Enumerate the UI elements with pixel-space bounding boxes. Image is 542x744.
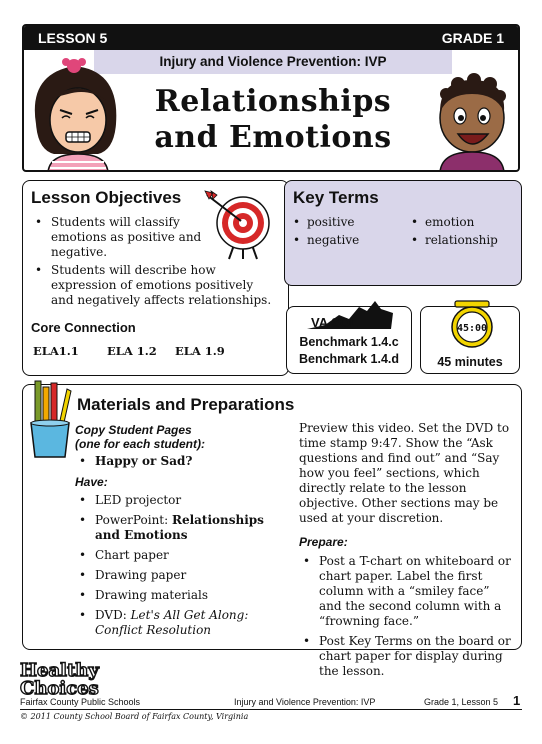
- ela-standard: ELA 1.2: [107, 344, 157, 358]
- va-sol-logo-icon: [305, 297, 395, 331]
- prepare-heading: Prepare:: [299, 535, 348, 549]
- materials-right-column: [299, 421, 515, 684]
- have-heading: Have:: [75, 475, 108, 489]
- grade-level: GRADE 1: [441, 30, 504, 46]
- have-item: • Drawing materials: [75, 588, 285, 603]
- va-sol-logo-text: VA SOL: [311, 315, 358, 330]
- healthy-choices-logo: [20, 660, 110, 696]
- benchmark-item: Benchmark 1.4.d: [298, 352, 400, 366]
- key-term: • negative: [291, 231, 359, 249]
- lesson-header: [22, 24, 520, 172]
- footer-unit: Injury and Violence Prevention: IVP: [234, 697, 376, 707]
- have-item: [75, 608, 285, 638]
- header-bar: [24, 26, 518, 50]
- copy-page-title: Happy or Sad?: [95, 454, 193, 468]
- have-item-prefix: DVD:: [95, 608, 131, 622]
- powerpoint-title: Relationships and Emotions: [95, 513, 264, 542]
- copy-pages-heading: Copy Student Pages: [75, 423, 192, 437]
- have-item: • Chart paper: [75, 548, 285, 563]
- footer-divider: [20, 709, 522, 710]
- copy-pages-list: [75, 454, 285, 469]
- page-number: 1: [513, 693, 521, 708]
- key-terms-column: [409, 213, 498, 249]
- lesson-objectives-panel: [22, 180, 289, 376]
- stopwatch-display: 45:00: [456, 323, 488, 334]
- prepare-list: [299, 554, 515, 679]
- materials-left-column: [75, 423, 285, 643]
- objective-item: • Students will describe how expression of emotions positively and negatively affects relationships.: [33, 263, 278, 308]
- have-item: • Drawing paper: [75, 568, 285, 583]
- stopwatch-icon: [447, 299, 497, 349]
- key-term: • positive: [291, 213, 359, 231]
- have-item-prefix: PowerPoint:: [95, 513, 172, 527]
- objectives-heading: Lesson Objectives: [31, 188, 182, 207]
- happy-boy-illustration: [426, 72, 518, 172]
- materials-heading: Materials and Preparations: [77, 395, 295, 414]
- key-terms-panel: [284, 180, 522, 286]
- copy-page-item: [75, 454, 285, 469]
- objective-item: • Students will classify emotions as positive and negative.: [33, 215, 203, 260]
- benchmark-item: Benchmark 1.4.c: [299, 335, 399, 349]
- ela-standard: ELA 1.9: [175, 344, 225, 358]
- duration-panel: [420, 306, 520, 374]
- title-line-1: Relationships: [154, 84, 392, 119]
- objectives-list: [33, 215, 272, 311]
- title-line-2: and Emotions: [154, 120, 392, 155]
- key-terms-column: [291, 213, 359, 249]
- footer-copyright: © 2011 County School Board of Fairfax County, Virginia: [20, 712, 249, 721]
- angry-girl-illustration: [28, 54, 124, 172]
- key-terms-heading: Key Terms: [293, 188, 379, 207]
- unit-subtitle: Injury and Violence Prevention: IVP: [94, 50, 452, 74]
- key-term: • emotion: [409, 213, 498, 231]
- dvd-title: Let's All Get Along: Conflict Resolution: [95, 608, 249, 637]
- prepare-item: • Post Key Terms on the board or chart paper for display during the lesson.: [299, 634, 515, 679]
- have-item: [75, 513, 285, 543]
- have-list: [75, 493, 285, 638]
- pencil-cup-icon: [27, 379, 73, 459]
- core-connection-heading: Core Connection: [31, 320, 136, 335]
- page-title: [116, 84, 430, 156]
- target-icon: [203, 189, 283, 265]
- footer-org: Fairfax County Public Schools: [20, 697, 141, 707]
- ela-standard: ELA1.1: [33, 344, 79, 358]
- benchmark-panel: [286, 306, 412, 374]
- duration-label: 45 minutes: [437, 355, 503, 369]
- logo-line-1: Healthy: [20, 660, 99, 681]
- preview-instructions: Preview this video. Set the DVD to time stamp 9:47. Show the “Ask questions and find out” and “Say how you feel” sections, which directly relate to the lesson objective. Other sections may be used at your discretion.: [299, 421, 510, 525]
- footer-lesson: Grade 1, Lesson 5: [424, 697, 499, 707]
- have-item: • LED projector: [75, 493, 285, 508]
- prepare-item: • Post a T-chart on whiteboard or chart paper. Label the first column with a “smiley face” and the second column with a “frowning face.”: [299, 554, 515, 629]
- logo-line-2: Choices: [20, 678, 99, 696]
- key-term: • relationship: [409, 231, 498, 249]
- copy-pages-subheading: (one for each student):: [75, 437, 206, 451]
- lesson-number: LESSON 5: [38, 30, 108, 46]
